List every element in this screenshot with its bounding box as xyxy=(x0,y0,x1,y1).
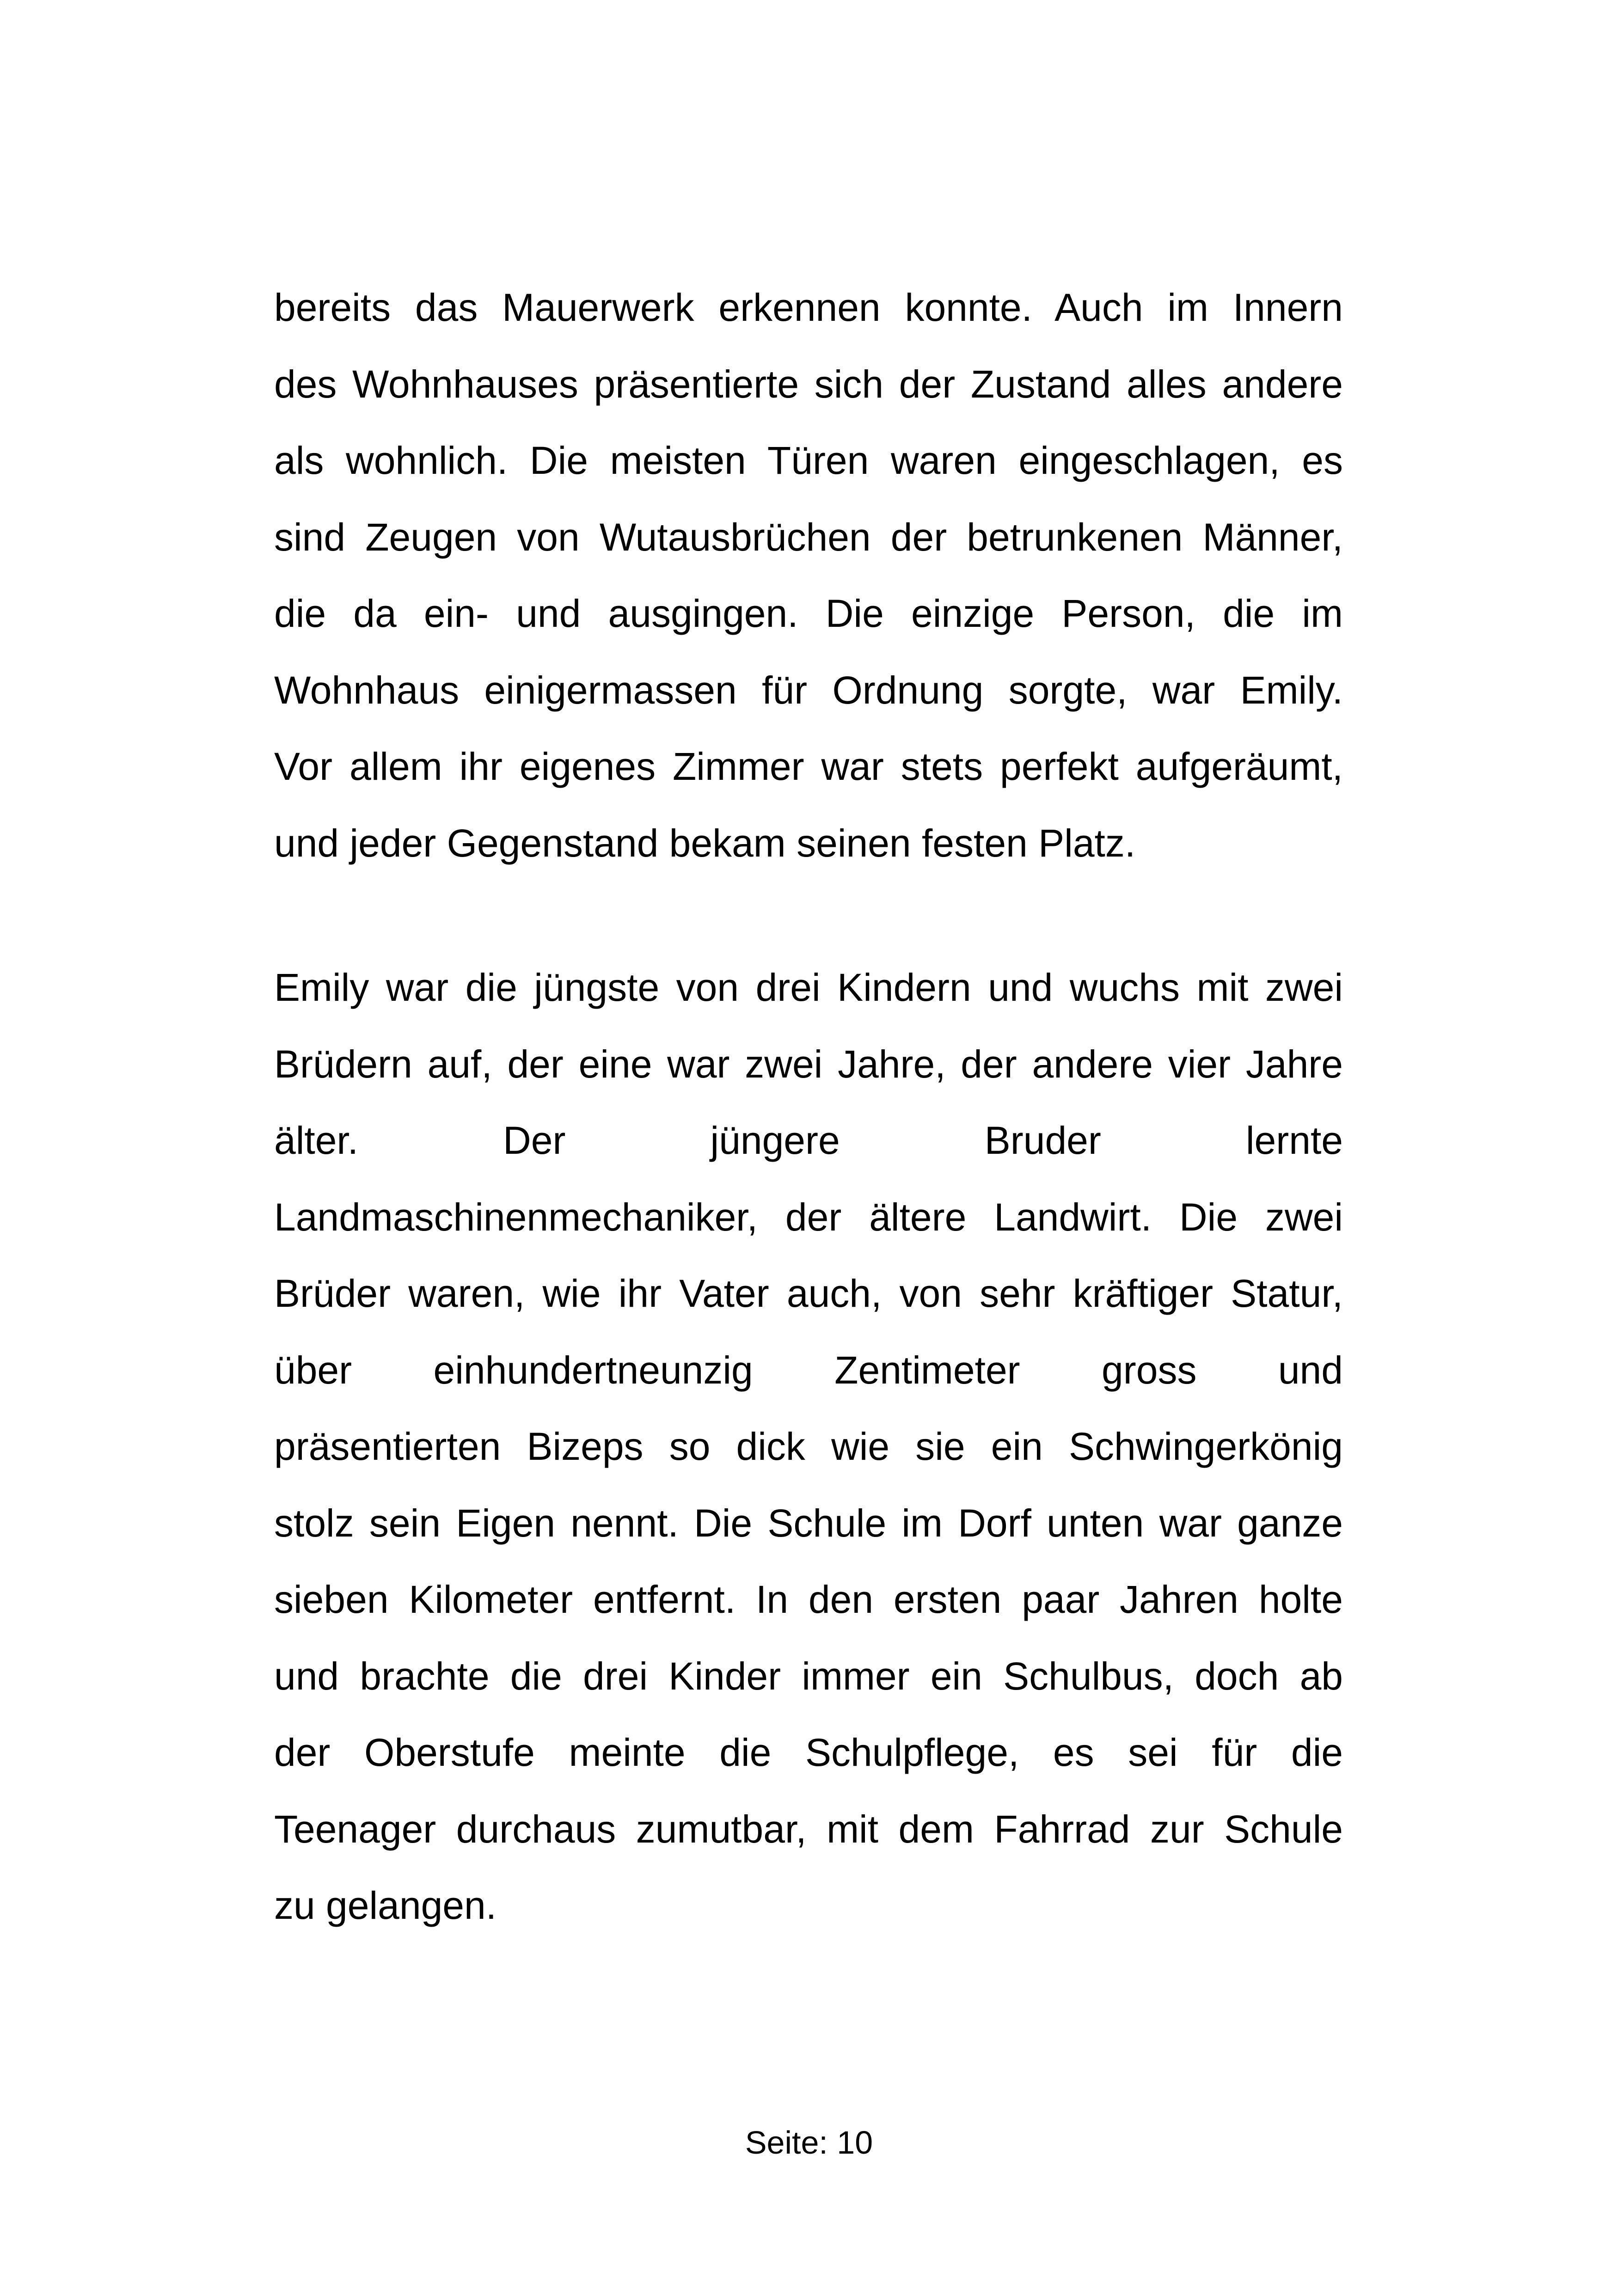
text-line: bereits das Mauerwerk erkennen konnte. Auch im Innern xyxy=(274,286,1343,329)
text-line: Emily war die jüngste von drei Kindern und wuchs mit zwei xyxy=(274,966,1343,1009)
text-line: zu gelangen. xyxy=(274,1884,497,1927)
text-line: sind Zeugen von Wutausbrüchen der betrunkenen Männer, xyxy=(274,515,1343,559)
text-line: der Oberstufe meinte die Schulpflege, es sei für die xyxy=(274,1731,1343,1774)
paragraph-2 xyxy=(274,949,1343,1944)
text-line: Vor allem ihr eigenes Zimmer war stets perfekt aufgeräumt, xyxy=(274,745,1343,788)
text-line: Wohnhaus einigermassen für Ordnung sorgte, war Emily. xyxy=(274,668,1343,712)
text-line: und jeder Gegenstand bekam seinen festen Platz. xyxy=(274,821,1136,865)
text-line: stolz sein Eigen nennt. Die Schule im Dorf unten war ganze xyxy=(274,1501,1343,1545)
text-line: und brachte die drei Kinder immer ein Schulbus, doch ab xyxy=(274,1654,1343,1698)
text-line: sieben Kilometer entfernt. In den ersten paar Jahren holte xyxy=(274,1578,1343,1621)
text-line: älter. Der jüngere Bruder lernte xyxy=(274,1119,1343,1162)
page-number: Seite: 10 xyxy=(745,2125,873,2161)
text-line: über einhundertneunzig Zentimeter gross und xyxy=(274,1348,1343,1392)
paragraph-1 xyxy=(274,269,1343,882)
text-line: Brüdern auf, der eine war zwei Jahre, der andere vier Jahre xyxy=(274,1042,1343,1086)
text-line: die da ein- und ausgingen. Die einzige Person, die im xyxy=(274,592,1343,635)
text-line: Brüder waren, wie ihr Vater auch, von sehr kräftiger Statur, xyxy=(274,1272,1343,1315)
text-line: als wohnlich. Die meisten Türen waren eingeschlagen, es xyxy=(274,439,1343,482)
text-line: Teenager durchaus zumutbar, mit dem Fahrrad zur Schule xyxy=(274,1807,1343,1851)
text-line: Landmaschinenmechaniker, der ältere Landwirt. Die zwei xyxy=(274,1195,1343,1239)
text-line: des Wohnhauses präsentierte sich der Zustand alles andere xyxy=(274,362,1343,406)
text-line: präsentierten Bizeps so dick wie sie ein Schwingerkönig xyxy=(274,1425,1343,1468)
